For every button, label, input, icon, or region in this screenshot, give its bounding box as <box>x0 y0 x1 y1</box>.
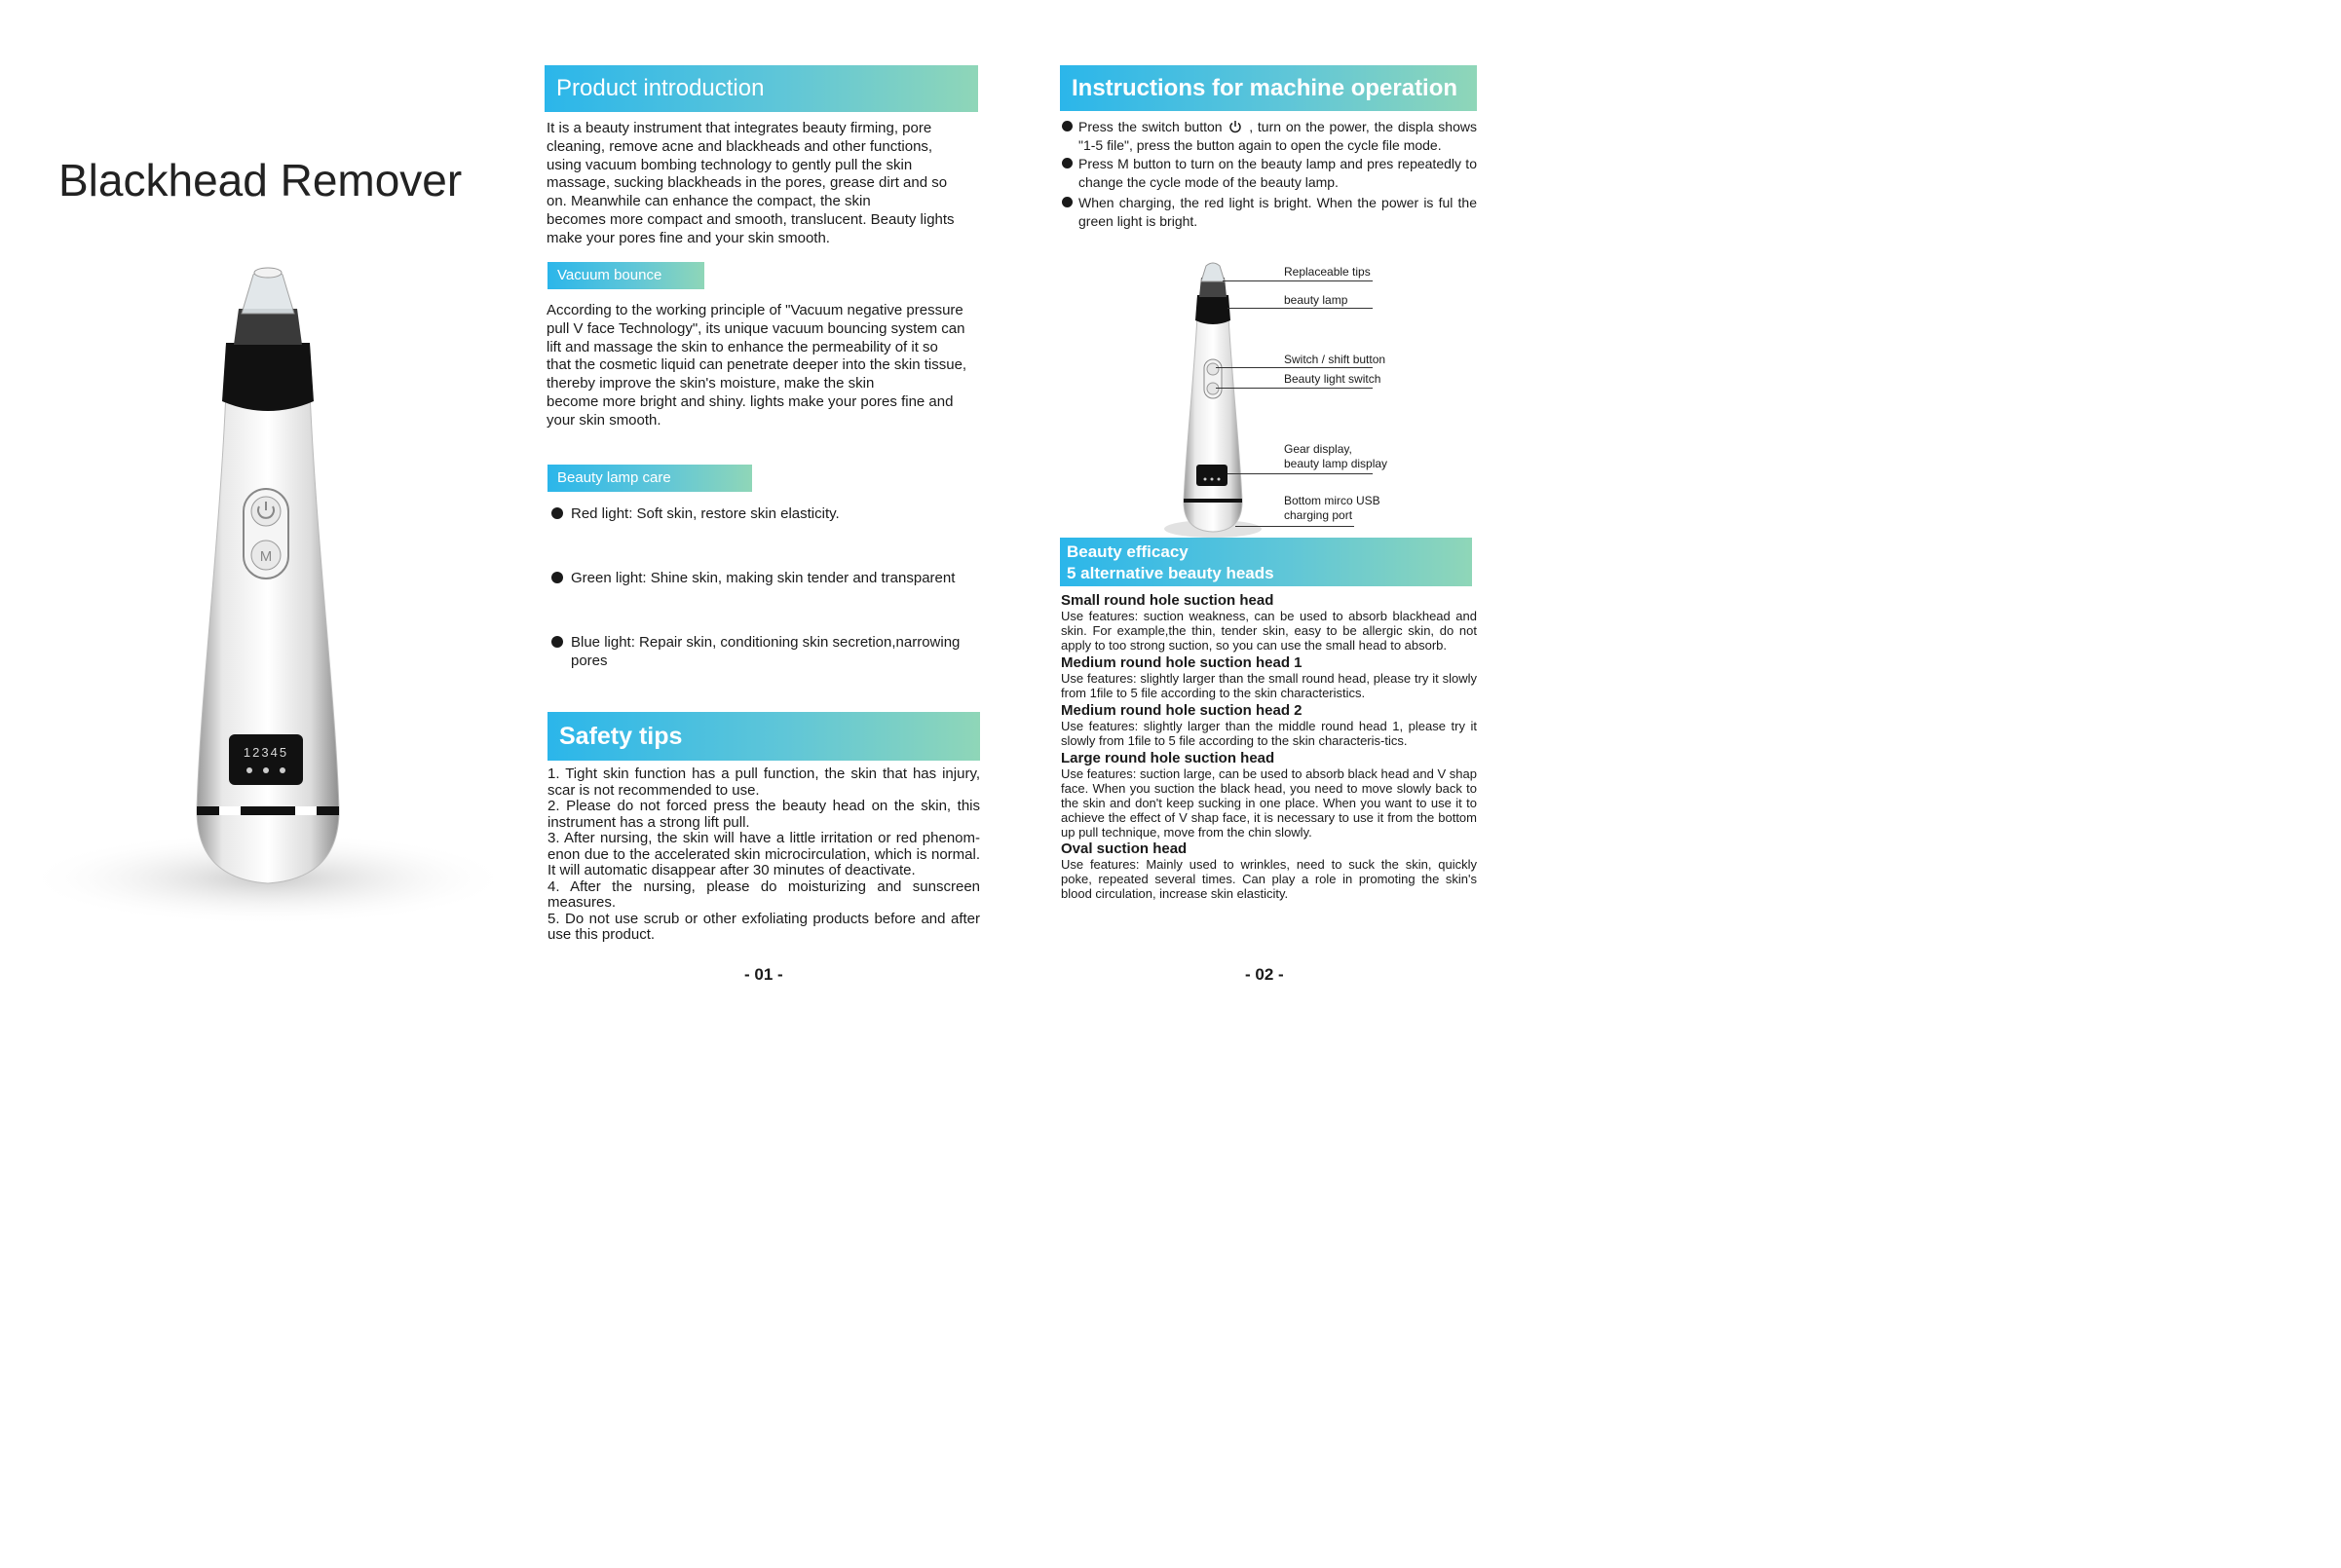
head-text: Use features: Mainly used to wrinkles, need to suck the skin, quickly poke, repeated several times. Can play a role in promoting the skin's blood circulation, increase skin elasticity. <box>1061 857 1477 901</box>
page-number-01: - 01 - <box>744 965 783 984</box>
safety-tips-header: Safety tips <box>547 712 980 761</box>
head-text: Use features: suction weakness, can be used to absorb blackhead and skin. For example,the thin, tender skin, easy to be allergic skin, do not apply to too strong suction, so you can use the small head to absorb. <box>1061 609 1477 653</box>
instructions-header: Instructions for machine operation <box>1060 65 1477 111</box>
bullet-dot <box>1062 197 1073 207</box>
page-number-02: - 02 - <box>1245 965 1284 984</box>
bullet-dot <box>551 636 563 648</box>
callout-line <box>1235 526 1354 527</box>
cover-title: Blackhead Remover <box>58 155 463 205</box>
safety-item: 4. After the nursing, please do moisturizing and sunscreen measures. <box>547 877 980 911</box>
device-diagram <box>1164 258 1271 541</box>
head-text: Use features: slightly larger than the small round head, please try it slowly from 1file to 5 file according to the skin characteristics. <box>1061 671 1477 700</box>
head-title: Oval suction head <box>1061 840 1188 857</box>
instruction-item: When charging, the red light is bright. When the power is ful the green light is bright. <box>1060 194 1477 230</box>
bullet-dot <box>1062 121 1073 131</box>
beauty-efficacy-header <box>1060 538 1472 586</box>
vacuum-bounce-text: According to the working principle of "Vacuum negative pressure pull V face Technology", its unique vacuum bouncing system can lift and massage the skin to enhance the permeability of it so that the cosmetic liquid can penetrate deeper into the skin tissue, thereby improve the skin's moisture, make the skin become more bright and shiny. lights make your pores fine and your skin smooth. <box>547 302 967 429</box>
lamp-item-blue: Blue light: Repair skin, conditioning skin secretion,narrowing pores <box>547 633 976 670</box>
head-title: Medium round hole suction head 1 <box>1061 654 1303 671</box>
product-intro-text: It is a beauty instrument that integrates beauty firming, pore cleaning, remove acne and blackheads and other functions, using vacuum bombing technology to gently pull the skin massage, sucking blackheads in the pores, grease dirt and so on. Meanwhile can enhance the compact, the skin becomes more compact and smooth, translucent. Beauty lights make your pores fine and your skin smooth. <box>547 120 955 246</box>
callout-line <box>1223 280 1373 281</box>
callout-beauty-light-switch: Beauty light switch <box>1284 372 1381 386</box>
callout-line <box>1216 367 1373 368</box>
efficacy-title: Beauty efficacy <box>1067 542 1189 561</box>
head-text: Use features: slightly larger than the middle round head 1, please try it slowly from 1file to 5 file according to the skin characteris-tics. <box>1061 719 1477 748</box>
bullet-dot <box>551 572 563 583</box>
device-illustration <box>10 255 516 937</box>
callout-replaceable-tips: Replaceable tips <box>1284 265 1371 279</box>
head-text: Use features: suction large, can be used to absorb black head and V shap face. When you suction the black head, you need to move slowly back to the skin and don't keep sucking in one place. When you want to use it to achieve the effect of V shap face, it is necessary to use it from the bottom up pull technique, move from the chin slowly. <box>1061 766 1477 840</box>
safety-item: 5. Do not use scrub or other exfoliating products before and after use this product. <box>547 910 980 943</box>
lamp-item-red: Red light: Soft skin, restore skin elasticity. <box>547 504 986 523</box>
beauty-lamp-care-header: Beauty lamp care <box>547 465 752 492</box>
svg-text:M: M <box>259 548 273 565</box>
head-title: Large round hole suction head <box>1061 750 1275 766</box>
safety-item: 3. After nursing, the skin will have a little irritation or red phenom-enon due to the accelerated skin microcirculation, which is normal. It will automatic disappear after 30 minutes of deactivate. <box>547 830 980 878</box>
bullet-dot <box>1062 158 1073 168</box>
product-intro-header: Product introduction <box>545 65 978 112</box>
safety-item: 2. Please do not forced press the beauty head on the skin, this instrument has a strong lift pull. <box>547 798 980 831</box>
callout-line <box>1216 388 1373 389</box>
callout-line <box>1227 473 1373 474</box>
vacuum-bounce-header: Vacuum bounce <box>547 262 704 289</box>
callout-gear-display: Gear display, beauty lamp display <box>1284 442 1388 470</box>
callout-switch-button: Switch / shift button <box>1284 353 1386 366</box>
efficacy-subtitle: 5 alternative beauty heads <box>1067 564 1274 582</box>
power-icon <box>1228 120 1242 133</box>
head-title: Small round hole suction head <box>1061 592 1274 609</box>
display-digits: 12345 <box>243 745 289 760</box>
callout-line <box>1227 308 1373 309</box>
lamp-item-green: Green light: Shine skin, making skin tender and transparent <box>547 569 986 587</box>
instructions-list <box>1060 118 1477 230</box>
callout-beauty-lamp: beauty lamp <box>1284 293 1348 307</box>
safety-item: 1. Tight skin function has a pull function, the skin that has injury, scar is not recommended to use. <box>547 765 980 799</box>
bullet-dot <box>551 507 563 519</box>
instruction-item: Press M button to turn on the beauty lamp and pres repeatedly to change the cycle mode of the beauty lamp. <box>1060 155 1477 191</box>
safety-tips-list <box>547 766 980 944</box>
callout-usb-port: Bottom mirco USB charging port <box>1284 494 1380 522</box>
instruction-item: Press the switch button , turn on the power, the displa shows "1-5 file", press the button again to open the cycle file mode. <box>1060 118 1477 154</box>
head-title: Medium round hole suction head 2 <box>1061 702 1303 719</box>
efficacy-list <box>1061 593 1477 901</box>
